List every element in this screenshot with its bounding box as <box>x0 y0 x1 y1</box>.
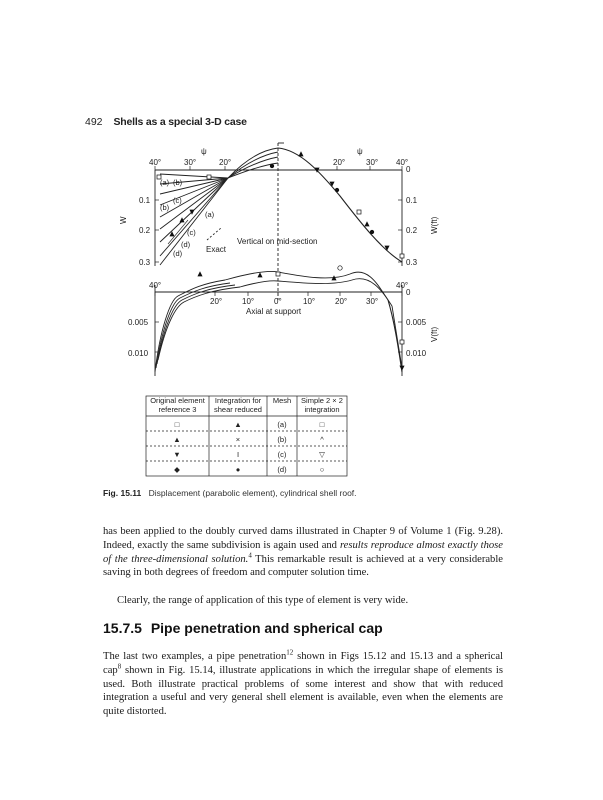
bottom-ytick-right-0: 0 <box>406 288 411 297</box>
top-xtick-5: 40° <box>396 158 409 167</box>
top-ytick-left-0: 0.1 <box>139 196 151 205</box>
curve-label-a2: (a) <box>205 210 215 219</box>
legend-headers <box>146 396 347 416</box>
legend-cell: ◆ <box>174 465 180 474</box>
bottom-ytick-right-2: 0.010 <box>406 349 427 358</box>
exact-label: Exact <box>206 245 227 254</box>
legend-cell: ▲ <box>234 420 242 429</box>
running-title: Shells as a special 3-D case <box>113 116 247 128</box>
paragraph-3 <box>103 650 503 719</box>
bottom-plot <box>155 271 402 376</box>
top-psi-right: ψ <box>357 147 363 156</box>
top-ytick-right-3: 0.3 <box>406 258 418 267</box>
legend-header-integration: Integration for shear reduced <box>214 396 262 414</box>
bottom-xtick-6: 30° <box>366 297 379 306</box>
p3-citation-1: 12 <box>286 648 294 657</box>
figure-caption <box>103 488 357 498</box>
top-xtick-2: 20° <box>219 158 232 167</box>
top-xtick-1: 30° <box>184 158 197 167</box>
bottom-xtick-5: 20° <box>335 297 348 306</box>
top-xtick-4: 30° <box>366 158 379 167</box>
top-ytick-left-2: 0.3 <box>139 258 151 267</box>
section-heading <box>103 620 383 636</box>
legend-cell: (c) <box>277 450 287 459</box>
bottom-ylabel-right: V(ft) <box>430 326 439 342</box>
p3-text-b: shown in Figs 15.12 and 15.13 and a spherical cap <box>103 651 503 676</box>
p1-text-b: This remarkable result is achieved at a very considerable saving in both degrees of freedom and computer solution time. <box>103 553 503 579</box>
legend-cell: I <box>236 450 240 459</box>
bottom-ytick-right-1: 0.005 <box>406 318 427 327</box>
figure-caption-text: Displacement (parabolic element), cylindrical shell roof. <box>148 488 357 498</box>
bottom-ytick-left-1: 0.010 <box>128 349 149 358</box>
top-xtick-3: 20° <box>333 158 346 167</box>
p3-text-c: shown in Fig. 15.14, illustrate applications in which the irregular shape of elements is used. Both illustrate practical problems of some interest and show that with reduced integration a useful and very general shell element is available, even when the elements are quite distorted. <box>103 664 503 718</box>
top-ylabel-right: W(ft) <box>430 216 439 234</box>
page-number: 492 <box>85 116 103 128</box>
top-ylabel-left: W <box>119 216 128 224</box>
top-psi-left: ψ <box>201 147 207 156</box>
bottom-plot-markers <box>198 266 404 370</box>
curve-label-b2: (b) <box>160 203 170 212</box>
p1-text-a: has been applied to the doubly curved dams illustrated in Chapter 9 of Volume 1 (Fig. 9.28). Indeed, exactly the same subdivision is again used and <box>103 526 503 551</box>
top-xtick-0: 40° <box>149 158 162 167</box>
top-ytick-right-1: 0.1 <box>406 196 418 205</box>
legend-cell: □ <box>174 420 180 429</box>
bottom-ytick-left-0: 0.005 <box>128 318 149 327</box>
top-ytick-right-0: 0 <box>406 165 411 174</box>
legend-cell: × <box>235 435 241 444</box>
section-title: Pipe penetration and spherical cap <box>150 620 383 636</box>
paragraph-1 <box>103 525 503 580</box>
bottom-xtick-2: 10° <box>242 297 255 306</box>
p1-citation: 4 <box>248 551 252 560</box>
legend-cell: (d) <box>277 465 287 474</box>
legend-cell: ^ <box>320 435 324 444</box>
curve-label-d2: (d) <box>173 249 183 258</box>
bottom-xtick-1: 20° <box>210 297 223 306</box>
legend-cell: (b) <box>277 435 287 444</box>
curve-label-c2: (c) <box>187 228 196 237</box>
legend-cell: ▲ <box>173 435 181 444</box>
section-number: 15.7.5 <box>103 620 142 636</box>
legend-cell: ▽ <box>319 450 325 459</box>
curve-label-c1: (c) <box>173 196 182 205</box>
legend-header-mesh: Mesh <box>272 396 292 405</box>
figure-label: Fig. 15.11 <box>103 488 142 498</box>
bottom-xlabel: Axial at support <box>246 307 302 316</box>
curve-label-b1: (b) <box>173 178 183 187</box>
legend-header-original: Original element reference 3 <box>150 396 205 414</box>
curve-label-d1: (d) <box>181 240 191 249</box>
legend-cell: ● <box>235 465 241 474</box>
legend-header-simple: Simple 2 × 2 integration <box>301 396 343 414</box>
curve-label-a1: (a) <box>160 178 170 187</box>
vertical-midsection-label: Vertical on mid-section <box>237 237 318 246</box>
legend-cell: □ <box>319 420 325 429</box>
p1-emphasis: results reproduce almost exactly those of the three-dimensional solution. <box>103 539 503 565</box>
bottom-xtick-4: 10° <box>303 297 316 306</box>
legend-cell: ▼ <box>173 450 181 459</box>
legend-cell: ○ <box>319 465 325 474</box>
bottom-xtick-3: 0° <box>274 297 282 306</box>
top-ytick-left-1: 0.2 <box>139 226 151 235</box>
legend-cell: (a) <box>277 420 287 429</box>
p3-text-a: The last two examples, a pipe penetration <box>103 651 287 662</box>
p3-citation-2: 8 <box>117 662 122 671</box>
legend-rows <box>173 420 326 474</box>
bottom-xtick-0: 40° <box>149 281 162 290</box>
paragraph-2: Clearly, the range of application of this type of element is very wide. <box>117 595 409 606</box>
bottom-xtick-7: 40° <box>396 281 409 290</box>
top-ytick-right-2: 0.2 <box>406 226 418 235</box>
